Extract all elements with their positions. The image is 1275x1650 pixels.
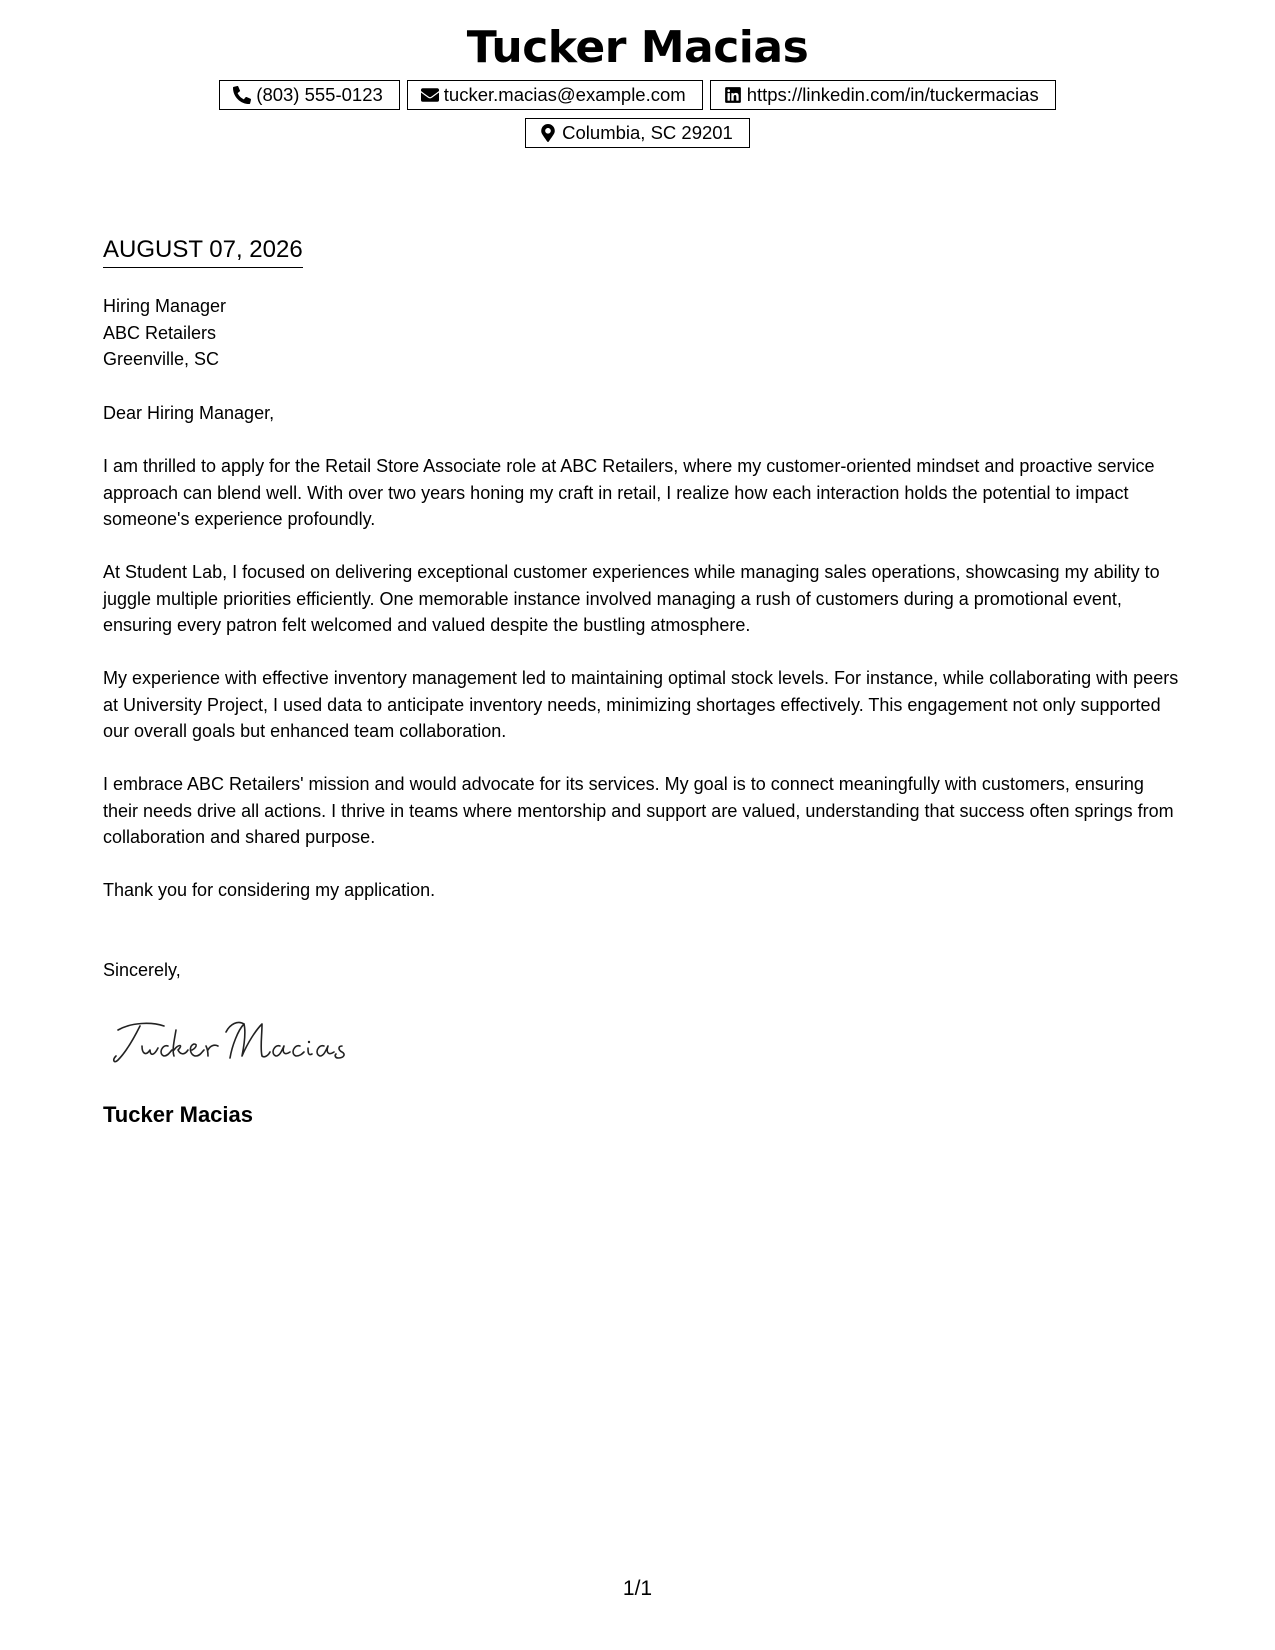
- signoff: Sincerely,: [103, 960, 181, 980]
- contact-row: [0, 80, 1275, 110]
- recipient-title: Hiring Manager: [103, 296, 227, 316]
- page-number: 1/1: [622, 1577, 653, 1600]
- contact-row-2: [0, 118, 1275, 148]
- salutation: Dear Hiring Manager,: [103, 403, 275, 423]
- signed-name: Tucker Macias: [103, 1102, 254, 1127]
- body-paragraph-3: My experience with effective inventory management led to maintaining optimal stock levels. For instance, while collaborating with peers at University Project, I used data to anticipate inventory needs, minimizing shortages effectively. This engagement not only supported our overall goals but enhanced team collaboration.: [103, 668, 1179, 741]
- linkedin-icon: [724, 86, 742, 104]
- envelope-icon: [421, 86, 439, 104]
- linkedin-chip: [710, 80, 1056, 110]
- recipient-block: [103, 293, 1183, 373]
- phone-icon: [233, 86, 251, 104]
- email-chip: [407, 80, 703, 110]
- recipient-company: ABC Retailers: [103, 322, 217, 343]
- handwritten-signature: [112, 1010, 352, 1074]
- body-paragraph-4: I embrace ABC Retailers' mission and would advocate for its services. My goal is to connect meaningfully with customers, ensuring their needs drive all actions. I thrive in teams where mentorship and support are valued, understanding that success often springs from collaboration and shared purpose.: [103, 774, 1174, 847]
- letter-date: AUGUST 07, 2026: [103, 234, 303, 268]
- phone-chip: [219, 80, 400, 110]
- body-paragraph-2: At Student Lab, I focused on delivering exceptional customer experiences while managing sales operations, showcasing my ability to juggle multiple priorities efficiently. One memorable instance involved managing a rush of customers during a promotional event, ensuring every patron felt welcomed and valued despite the bustling atmosphere.: [103, 562, 1160, 635]
- location-chip: [525, 118, 750, 148]
- body-paragraph-1: I am thrilled to apply for the Retail Store Associate role at ABC Retailers, where my customer-oriented mindset and proactive service approach can blend well. With over two years honing my craft in retail, I realize how each interaction holds the potential to impact someone's experience profoundly.: [103, 456, 1155, 529]
- applicant-name-heading: Tucker Macias: [466, 22, 809, 73]
- closing-line: Thank you for considering my application.: [103, 880, 436, 900]
- phone-text: (803) 555-0123: [256, 84, 383, 105]
- map-pin-icon: [539, 124, 557, 142]
- linkedin-link[interactable]: https://linkedin.com/in/tuckermacias: [746, 84, 1039, 105]
- location-text: Columbia, SC 29201: [562, 122, 733, 143]
- email-link[interactable]: tucker.macias@example.com: [443, 84, 686, 105]
- recipient-location: Greenville, SC: [103, 349, 220, 369]
